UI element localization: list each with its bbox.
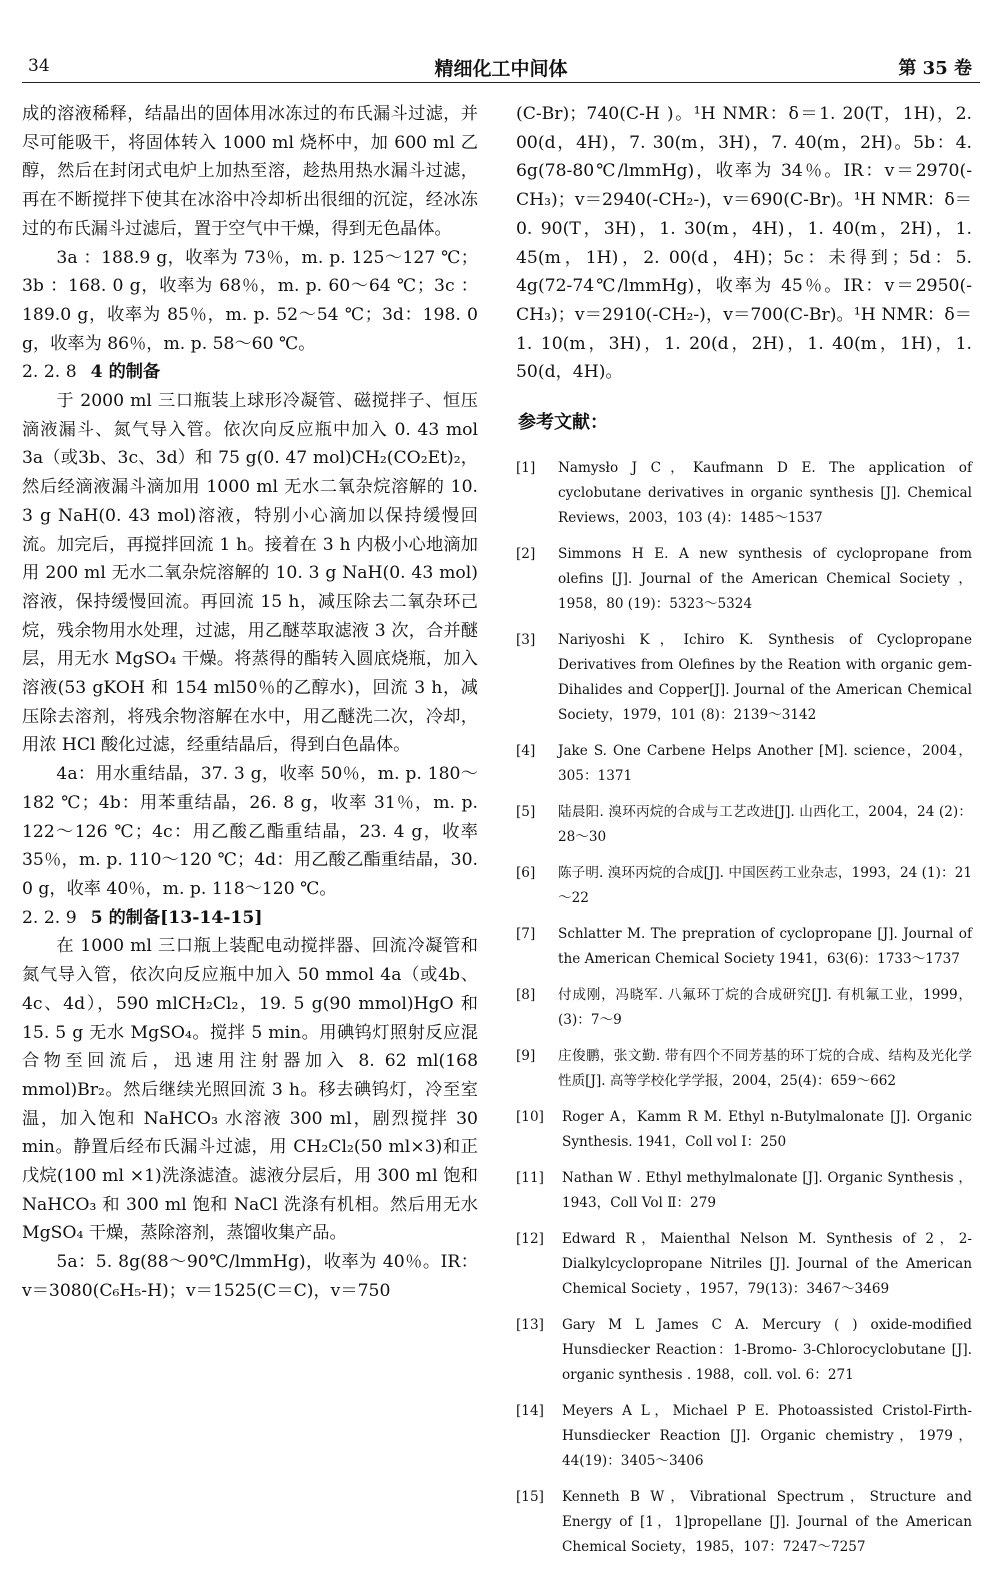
paragraph-spectral-data: (C-Br)；740(C-H )。¹H NMR：δ＝1. 20(T，1H)，2. 00(d，4H)，7. 30(m，3H)，7. 40(m，2H)。5b：4. 6g(78-80℃/lmmHg)，收率为 34％。IR：v＝2970(-CH₃)；v＝2940(-CH₂-)，v＝690(C-Br)。¹H NMR：δ＝0. 90(T，3H)，1. 30(m，4H)，1. 40(m，2H)，1. 45(m，1H)，2. 00(d，4H)；5c：未得到；5d：5. 4g(72-74℃/lmmHg)，收率为 45％。IR：v＝2950(-CH₃)；v＝2910(-CH₂-)，v＝700(C-Br)。¹H NMR：δ＝1. 10(m，3H)，1. 20(d，2H)，1. 40(m，1H)，1. 50(d，4H)。: [516, 104, 972, 383]
reference-text: Kenneth B W，Vibrational Spectrum，Structure and Energy of [1，1]propellane [J]. Journal of the American Chemical Society，1985，107：7247～7257: [562, 1488, 972, 1555]
reference-item: [516, 1313, 972, 1388]
reference-item: [516, 1105, 972, 1155]
reference-text: Roger A，Kamm R M. Ethyl n-Butylmalonate [J]. Organic Synthesis. 1941，Coll vol Ⅰ：250: [562, 1108, 972, 1150]
reference-number: [1]: [516, 459, 536, 476]
reference-item: [516, 628, 972, 728]
reference-number: [3]: [516, 631, 536, 648]
reference-number: [2]: [516, 545, 536, 562]
left-column: [22, 100, 478, 1306]
reference-item: [516, 1485, 972, 1560]
reference-number: [14]: [516, 1402, 544, 1419]
section-number: 2. 2. 9: [22, 907, 77, 928]
reference-item: [516, 1044, 972, 1094]
journal-title: 精细化工中间体: [434, 58, 568, 80]
reference-text: 付成刚，冯晓军. 八氟环丁烷的合成研究[J]. 有机氟工业，1999，(3)：7～9: [558, 986, 972, 1028]
reference-number: [8]: [516, 986, 536, 1003]
reference-text: 陆晨阳. 溴环丙烷的合成与工艺改进[J]. 山西化工，2004，24 (2)：28～30: [558, 803, 972, 845]
reference-number: [11]: [516, 1169, 544, 1186]
reference-number: [10]: [516, 1108, 544, 1125]
running-header: [22, 50, 980, 83]
reference-item: [516, 983, 972, 1033]
reference-item: [516, 800, 972, 850]
reference-text: Gary M L James C A. Mercury ( ) oxide-modified Hunsdiecker Reaction：1-Bromo- 3-Chlorocyclobutane [J]. organic synthesis . 1988，coll. vol. 6：271: [562, 1316, 972, 1383]
section-number: 2. 2. 8: [22, 362, 77, 383]
references-heading: 参考文献：: [518, 412, 608, 434]
section-title: 4 的制备: [90, 362, 161, 383]
reference-item: [516, 456, 972, 531]
reference-number: [12]: [516, 1230, 544, 1247]
section-heading-2-2-8: [22, 358, 478, 387]
paragraph-recrystallization: 成的溶液稀释，结晶出的固体用冰冻过的布氏漏斗过滤，并尽可能吸干，将固体转入 1000 ml 烧杯中，加 600 ml 乙醇，然后在封闭式电炉上加热至溶，趁热用热水漏斗过滤，再在不断搅拌下使其在冰浴中冷却析出很细的沉淀，经冰冻过的布氏漏斗过滤后，置于空气中干燥，得到无色晶体。: [22, 104, 478, 239]
reference-number: [5]: [516, 803, 536, 820]
reference-text: Nariyoshi K，Ichiro K. Synthesis of Cyclopropane Derivatives from Olefines by the Reation with organic gem-Dihalides and Copper[J]. Journal of the American Chemical Society，1979，101 (8)：2139～3142: [558, 631, 972, 723]
paragraph-compound-5a-data: 5a：5. 8g(88～90℃/lmmHg)，收率为 40％。IR：v＝3080(C₆H₅-H)；v＝1525(C＝C)，v＝750: [22, 1252, 478, 1301]
reference-item: [516, 1166, 972, 1216]
reference-number: [9]: [516, 1047, 536, 1064]
paragraph-compound-4-yields: 4a：用水重结晶，37. 3 g，收率 50％，m. p. 180～182 ℃；4b：用苯重结晶，26. 8 g，收率 31％，m. p. 122～126 ℃；4c：用乙酸乙酯重结晶，23. 4 g，收率 35％，m. p. 110～120 ℃；4d：用乙酸乙酯重结晶，30. 0 g，收率 40％，m. p. 118～120 ℃。: [22, 764, 478, 899]
reference-text: Nathan W . Ethyl methylmalonate [J]. Organic Synthesis ，1943，Coll Vol Ⅱ：279: [562, 1169, 972, 1211]
reference-text: Schlatter M. The prepration of cyclopropane [J]. Journal of the American Chemical Society 1941，63(6)：1733～1737: [558, 925, 972, 967]
reference-text: Jake S. One Carbene Helps Another [M]. science，2004，305：1371: [558, 742, 972, 784]
right-column: [516, 100, 972, 1571]
reference-number: [7]: [516, 925, 536, 942]
reference-text: Simmons H E. A new synthesis of cyclopropane from olefins [J]. Journal of the American Chemical Society ，1958，80 (19)：5323～5324: [558, 545, 972, 612]
page-number: 34: [28, 56, 50, 76]
reference-item: [516, 542, 972, 617]
reference-number: [13]: [516, 1316, 544, 1333]
reference-number: [15]: [516, 1488, 544, 1505]
reference-text: 庄俊鹏，张文勤. 带有四个不同芳基的环丁烷的合成、结构及光化学性质[J]. 高等学校化学学报，2004，25(4)：659～662: [558, 1047, 972, 1089]
paragraph-compound-4-procedure: 于 2000 ml 三口瓶装上球形冷凝管、磁搅拌子、恒压滴液漏斗、氮气导入管。依次向反应瓶中加入 0. 43 mol 3a（或3b、3c、3d）和 75 g(0. 47 mol)CH₂(CO₂Et)₂，然后经滴液漏斗滴加用 1000 ml 无水二氧杂烷溶解的 10. 3 g NaH(0. 43 mol)溶液，特别小心滴加以保持缓慢回流。加完后，再搅拌回流 1 h。接着在 3 h 内极小心地滴加用 200 ml 无水二氧杂烷溶解的 10. 3 g NaH(0. 43 mol)溶液，保持缓慢回流。再回流 15 h，减压除去二氧杂环己烷，残余物用水处理，过滤，用乙醚萃取滤液 3 次，合并醚层，用无水 MgSO₄ 干燥。将蒸得的酯转入圆底烧瓶，加入溶液(53 gKOH 和 154 ml50％的乙醇水)，回流 3 h，减压除去溶剂，将残余物溶解在水中，用乙醚洗二次，冷却，用浓 HCl 酸化过滤，经重结晶后，得到白色晶体。: [22, 391, 478, 756]
reference-list: [516, 456, 972, 1560]
paragraph-compound-5-procedure: 在 1000 ml 三口瓶上装配电动搅拌器、回流冷凝管和氮气导入管，依次向反应瓶中加入 50 mmol 4a（或4b、4c、4d），590 mlCH₂Cl₂，19. 5 g(90 mmol)HgO 和 15. 5 g 无水 MgSO₄。搅拌 5 min。用碘钨灯照射反应混合物至回流后，迅速用注射器加入 8. 62 ml(168 mmol)Br₂。然后继续光照回流 3 h。移去碘钨灯，冷至室温，加入饱和 NaHCO₃ 水溶液 300 ml，剧烈搅拌 30 min。静置后经布氏漏斗过滤，用 CH₂Cl₂(50 ml×3)和正戊烷(100 ml ×1)洗涤滤渣。滤液分层后，用 300 ml 饱和 NaHCO₃ 和 300 ml 饱和 NaCl 洗涤有机相。然后用无水 MgSO₄ 干燥，蒸除溶剂，蒸馏收集产品。: [22, 936, 478, 1244]
reference-item: [516, 1227, 972, 1302]
section-heading-2-2-9: [22, 904, 478, 933]
section-title: 5 的制备[13-14-15]: [90, 907, 263, 928]
reference-number: [6]: [516, 864, 536, 881]
reference-item: [516, 1399, 972, 1474]
volume-label: 第 35 卷: [898, 58, 972, 79]
reference-item: [516, 739, 972, 789]
reference-text: Edward R，Maienthal Nelson M. Synthesis of 2，2-Dialkylcyclopropane Nitriles [J]. Journal of the American Chemical Society ，1957，79(13)：3467～3469: [562, 1230, 972, 1297]
reference-text: Meyers A L，Michael P E. Photoassisted Cristol-Firth-Hunsdiecker Reaction [J]. Organic chemistry，1979，44(19)：3405～3406: [562, 1402, 972, 1469]
reference-text: 陈子明. 溴环丙烷的合成[J]. 中国医药工业杂志，1993，24 (1)：21～22: [558, 864, 972, 906]
reference-item: [516, 861, 972, 911]
paragraph-compound-3-yields: 3a ：188.9 g，收率为 73％，m. p. 125～127 ℃；3b ：168. 0 g，收率为 68％，m. p. 60～64 ℃；3c ：189.0 g，收率为 85％，m. p. 52～54 ℃；3d：198. 0 g，收率为 86％，m. p. 58～60 ℃。: [22, 247, 478, 354]
reference-item: [516, 922, 972, 972]
reference-number: [4]: [516, 742, 536, 759]
reference-text: Namysło J C，Kaufmann D E. The application of cyclobutane derivatives in organic synthesis [J]. Chemical Reviews，2003，103 (4)：1485～1537: [558, 459, 972, 526]
